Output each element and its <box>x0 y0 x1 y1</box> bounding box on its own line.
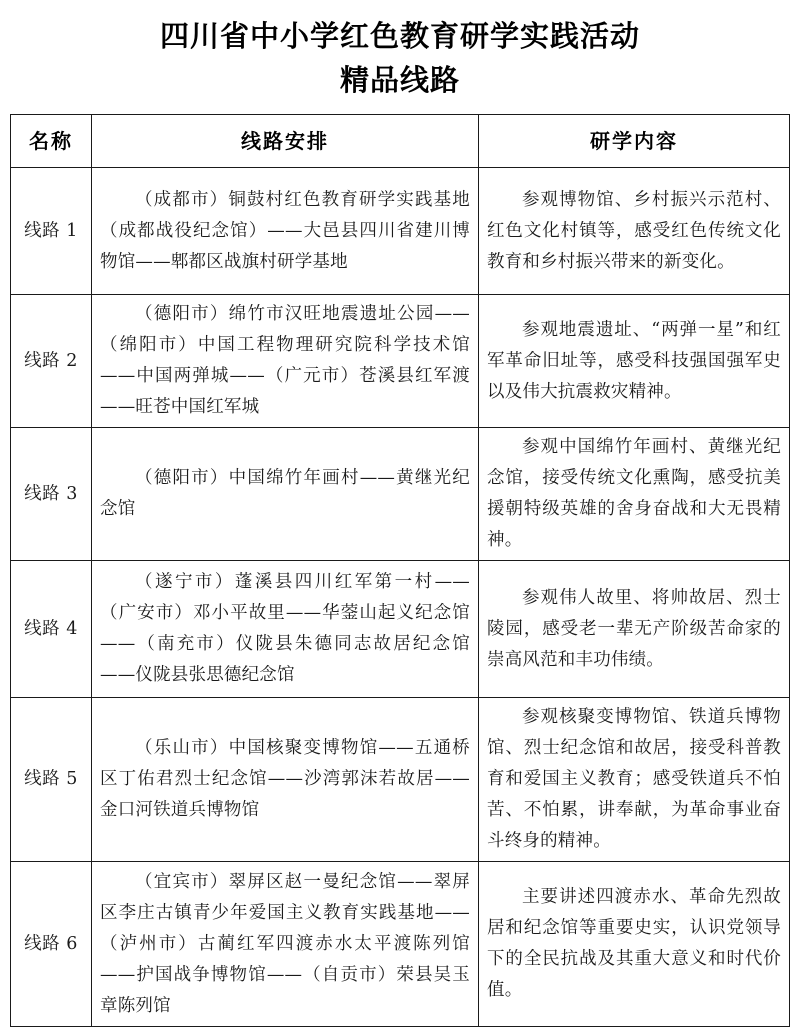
table-body <box>11 168 790 1027</box>
route-study-content: 参观中国绵竹年画村、黄继光纪念馆，接受传统文化熏陶，感受抗美援朝特级英雄的舍身奋战和大无畏精神。 <box>479 428 790 561</box>
route-name: 线路 6 <box>11 862 92 1027</box>
route-study-content: 参观地震遗址、“两弹一星”和红军革命旧址等，感受科技强国强军史以及伟大抗震救灾精神。 <box>479 295 790 428</box>
route-itinerary: （德阳市）中国绵竹年画村——黄继光纪念馆 <box>92 428 479 561</box>
route-study-content: 主要讲述四渡赤水、革命先烈故居和纪念馆等重要史实，认识党领导下的全民抗战及其重大意义和时代价值。 <box>479 862 790 1027</box>
route-study-content: 参观伟人故里、将帅故居、烈士陵园，感受老一辈无产阶级苦命家的崇高风范和丰功伟绩。 <box>479 561 790 698</box>
route-name: 线路 2 <box>11 295 92 428</box>
route-name: 线路 1 <box>11 168 92 295</box>
table-header-row <box>11 115 790 168</box>
route-name: 线路 4 <box>11 561 92 698</box>
table-row <box>11 428 790 561</box>
route-itinerary: （德阳市）绵竹市汉旺地震遗址公园——（绵阳市）中国工程物理研究院科学技术馆——中国两弹城——（广元市）苍溪县红军渡——旺苍中国红军城 <box>92 295 479 428</box>
page-title-line-2: 精品线路 <box>339 63 460 97</box>
column-header-name: 名称 <box>11 115 92 168</box>
column-header-content: 研学内容 <box>479 115 790 168</box>
route-name: 线路 5 <box>11 698 92 862</box>
table-row <box>11 862 790 1027</box>
column-header-route: 线路安排 <box>92 115 479 168</box>
table-row <box>11 561 790 698</box>
table-row <box>11 698 790 862</box>
route-itinerary: （宜宾市）翠屏区赵一曼纪念馆——翠屏区李庄古镇青少年爱国主义教育实践基地——（泸州市）古蔺红军四渡赤水太平渡陈列馆——护国战争博物馆——（自贡市）荣县吴玉章陈列馆 <box>92 862 479 1027</box>
page-title-line-1: 四川省中小学红色教育研学实践活动 <box>159 19 640 53</box>
route-study-content: 参观核聚变博物馆、铁道兵博物馆、烈士纪念馆和故居，接受科普教育和爱国主义教育；感受铁道兵不怕苦、不怕累，讲奉献，为革命事业奋斗终身的精神。 <box>479 698 790 862</box>
route-study-content: 参观博物馆、乡村振兴示范村、红色文化村镇等，感受红色传统文化教育和乡村振兴带来的新变化。 <box>479 168 790 295</box>
route-itinerary: （乐山市）中国核聚变博物馆——五通桥区丁佑君烈士纪念馆——沙湾郭沫若故居——金口河铁道兵博物馆 <box>92 698 479 862</box>
routes-table <box>10 114 790 1027</box>
route-itinerary: （遂宁市）蓬溪县四川红军第一村——（广安市）邓小平故里——华蓥山起义纪念馆——（南充市）仪陇县朱德同志故居纪念馆——仪陇县张思德纪念馆 <box>92 561 479 698</box>
table-row <box>11 168 790 295</box>
table-row <box>11 295 790 428</box>
page-title <box>0 0 800 102</box>
route-name: 线路 3 <box>11 428 92 561</box>
table-header <box>11 115 790 168</box>
route-itinerary: （成都市）铜鼓村红色教育研学实践基地（成都战役纪念馆）——大邑县四川省建川博物馆——郫都区战旗村研学基地 <box>92 168 479 295</box>
